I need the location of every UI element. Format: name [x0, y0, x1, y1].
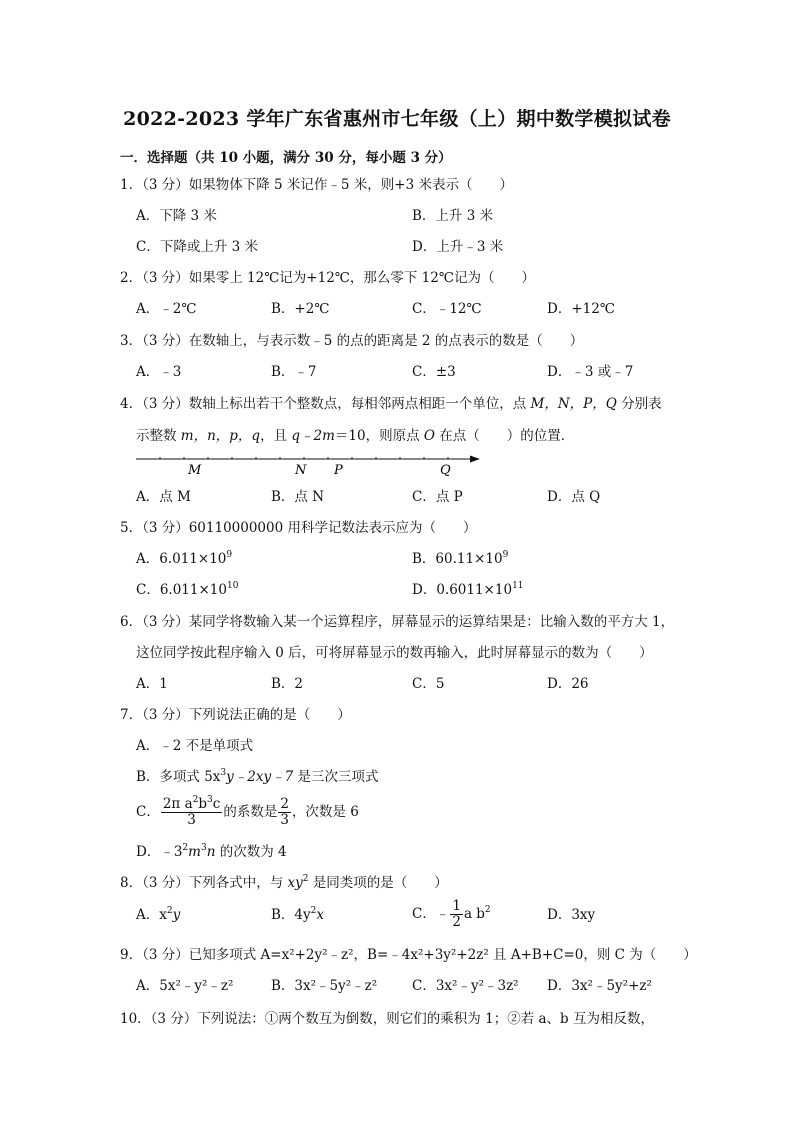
q7-option-a: A．﹣2 不是单项式 [136, 738, 254, 754]
q3-option-b: B．﹣7 [271, 364, 317, 380]
axis-label-q: Q [440, 463, 451, 478]
q4-stem-text: ，且 [260, 428, 292, 444]
q5-option-c: C．$6.011\times 10^{10}$ [136, 581, 239, 598]
question-4-stem-line2 [136, 427, 574, 445]
axis-label-p: P [334, 463, 343, 478]
q2-option-d: D．+12℃ [547, 301, 615, 317]
q1-option-b: B．上升 3 米 [412, 208, 494, 224]
q6-option-a: A．1 [136, 676, 168, 692]
q1-option-d: D．上升﹣3 米 [412, 239, 504, 255]
q4-option-c: C．点 P [412, 489, 463, 505]
question-7-stem: 7．（3 分）下列说法正确的是（ ） [120, 707, 351, 723]
q4-option-d: D．点 Q [547, 489, 601, 505]
q1-option-c: C．下降或上升 3 米 [136, 239, 259, 255]
q6-option-c: C．5 [412, 676, 445, 692]
q8-option-c: C．﹣ $\frac{1}{2}$ a $b^2$ [412, 898, 491, 930]
q4-stem-text: 在点（ ）的位置． [434, 428, 575, 444]
q4-points: M，N，P，Q [530, 396, 617, 412]
q8-option-a: A．$x^2y$ [136, 906, 181, 923]
q8-option-d: D．3xy [547, 907, 596, 923]
q3-option-a: A．﹣3 [136, 364, 182, 380]
q5-option-a: A．$6.011\times 10^9$ [136, 550, 233, 567]
q9-option-c: C．3x²﹣y²﹣3z² [412, 978, 519, 994]
question-10-stem: 10．（3 分）下列说法：①两个数互为倒数，则它们的乘积为 1；②若 a、b 互为相反数， [120, 1011, 654, 1027]
axis-label-m: M [188, 463, 202, 478]
q7-option-d: D．$﹣3^2m^3n$ 的次数为 4 [136, 843, 287, 860]
question-3-stem: 3．（3 分）在数轴上，与表示数﹣5 的点的距离是 2 的点表示的数是（ ） [120, 333, 584, 349]
q4-stem-text: 4．（3 分）数轴上标出若干个整数点，每相邻两点相距一个单位，点 [120, 396, 531, 412]
q5-option-b: B．$60.11\times 10^9$ [412, 550, 509, 567]
q9-option-a: A．5x²﹣y²﹣z² [136, 978, 234, 994]
page-title: 2022-2023 学年广东省惠州市七年级（上）期中数学模拟试卷 [123, 108, 671, 130]
question-8-stem: 8．（3 分）下列各式中，与 $xy^2$ 是同类项的是（ ） [120, 874, 448, 891]
question-6-stem-line1: 6．（3 分）某同学将数输入某一个运算程序，屏幕显示的运算结果是：比输入数的平方大 1， [120, 614, 675, 630]
question-4-stem-line1 [120, 395, 662, 413]
q6-option-b: B．2 [271, 676, 304, 692]
q4-vars: m，n，p，q [180, 428, 261, 444]
q7-option-c: C． $\frac{2\pi a^2b^3c}{3}$ 的系数是 $\frac{2}{3}$ ，次数是 6 [136, 795, 359, 828]
q9-option-b: B．3x²﹣5y²﹣z² [271, 978, 378, 994]
q7-option-b: B．多项式 $5x^3y﹣2xy﹣7$ 是三次三项式 [136, 768, 379, 785]
q4-option-b: B．点 N [271, 489, 325, 505]
q4-origin: O [423, 428, 435, 444]
q9-option-d: D．3x²﹣5y²+z² [547, 978, 652, 994]
axis-label-n: N [295, 463, 307, 478]
q6-option-d: D．26 [547, 676, 589, 692]
q2-option-b: B．+2℃ [271, 301, 330, 317]
q4-stem-text: ＝10，则原点 [334, 428, 424, 444]
q5-option-d: D．$0.6011\times 10^{11}$ [412, 581, 524, 598]
q4-stem-text: 示整数 [136, 428, 181, 444]
section-title: 一．选择题（共 10 小题，满分 30 分，每小题 3 分） [120, 150, 452, 166]
q2-option-a: A．﹣2℃ [136, 301, 197, 317]
q3-option-c: C．±3 [412, 364, 456, 380]
question-2-stem: 2．（3 分）如果零上 12℃记为+12℃，那么零下 12℃记为（ ） [120, 270, 535, 286]
q1-option-a: A．下降 3 米 [136, 208, 217, 224]
q7-fraction-coefficient: $\frac{2}{3}$ [280, 796, 289, 828]
question-1-stem: 1．（3 分）如果物体下降 5 米记作﹣5 米，则+3 米表示（ ） [120, 177, 513, 193]
question-6-stem-line2: 这位同学按此程序输入 0 后，可将屏幕显示的数再输入，此时屏幕显示的数为（ ） [136, 645, 653, 661]
q2-option-c: C．﹣12℃ [412, 301, 482, 317]
q4-equation: q﹣2m [291, 428, 335, 444]
question-9-stem: 9．（3 分）已知多项式 A=x²+2y²﹣z²，B=﹣4x²+3y²+2z² 且 A+B+C=0，则 C 为（ ） [120, 947, 697, 963]
q8-option-b: B．$4y^2x$ [271, 906, 324, 923]
q4-option-a: A．点 M [136, 489, 191, 505]
question-5-stem: 5．（3 分）60110000000 用科学记数法表示应为（ ） [120, 520, 477, 536]
q4-stem-text: 分别表 [616, 396, 662, 412]
number-line-arrow [470, 456, 480, 463]
q3-option-d: D．﹣3 或﹣7 [547, 364, 634, 380]
number-line-diagram [136, 448, 480, 478]
q7-fraction-expression: $\frac{2\pi a^2b^3c}{3}$ [162, 795, 221, 828]
